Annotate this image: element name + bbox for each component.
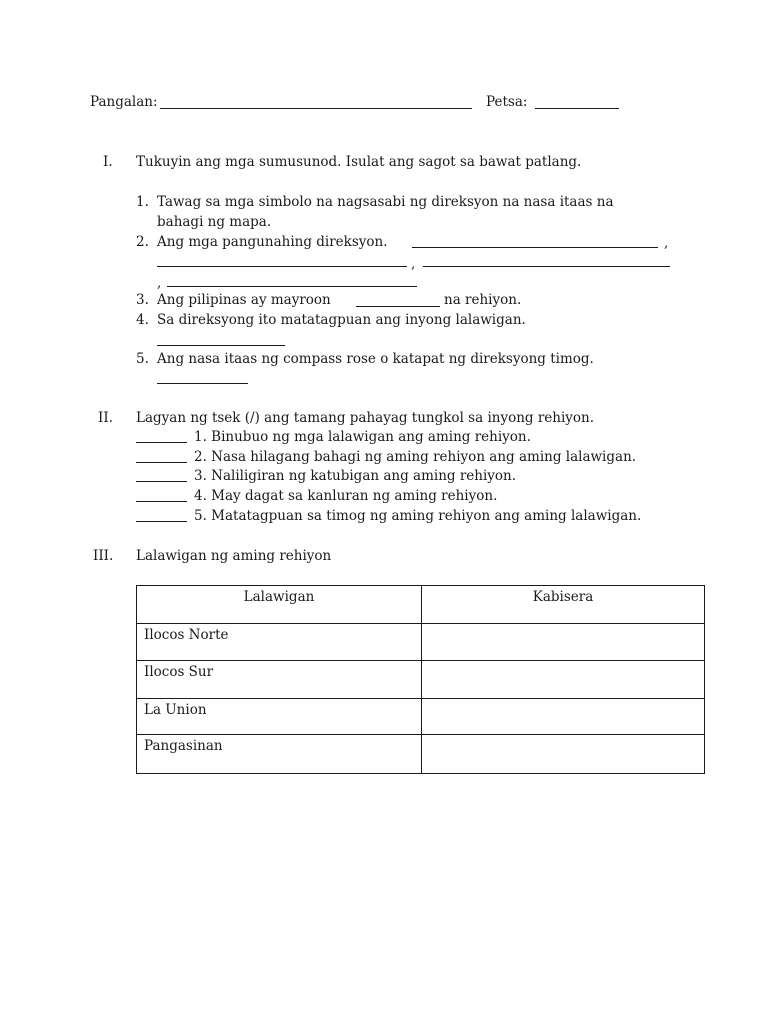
date-field[interactable] (535, 108, 619, 109)
statement-text: 3. Naliligiran ng katubigan ang aming rehiyon. (194, 468, 517, 484)
name-field[interactable] (160, 108, 472, 109)
item-number: 4. (136, 312, 149, 328)
date-label: Petsa: (486, 94, 528, 110)
province-cell: Pangasinan (137, 735, 422, 774)
item1-text-line2: bahagi ng mapa. (157, 214, 272, 230)
statement-text: 1. Binubuo ng mga lalawigan ang aming rehiyon. (194, 429, 531, 445)
capital-cell[interactable] (422, 735, 705, 774)
item-number: 5. (136, 351, 149, 367)
name-label: Pangalan: (90, 94, 158, 110)
province-cell: Ilocos Sur (137, 661, 422, 699)
item2-text: Ang mga pangunahing direksyon. (157, 234, 388, 250)
item-number: 2. (136, 234, 149, 250)
answer-blank[interactable] (157, 266, 407, 267)
capital-cell[interactable] (422, 624, 705, 661)
section2-numeral: II. (98, 410, 113, 426)
check-blank[interactable] (136, 501, 187, 502)
comma-separator: , (664, 235, 669, 251)
section1-instruction: Tukuyin ang mga sumusunod. Isulat ang sagot sa bawat patlang. (136, 154, 582, 170)
section1-numeral: I. (103, 154, 113, 170)
table-row (137, 699, 705, 735)
province-capital-table (136, 585, 705, 774)
capital-cell[interactable] (422, 699, 705, 735)
answer-blank[interactable] (412, 247, 658, 248)
answer-blank[interactable] (157, 345, 285, 346)
item4-text: Sa direksyong ito matatagpuan ang inyong lalawigan. (157, 312, 526, 328)
capital-cell[interactable] (422, 661, 705, 699)
section3-numeral: III. (93, 548, 114, 564)
table-row (137, 735, 705, 774)
table-header: Kabisera (422, 586, 705, 624)
table-header: Lalawigan (137, 586, 422, 624)
check-blank[interactable] (136, 521, 187, 522)
comma-separator: , (157, 275, 162, 291)
province-cell: La Union (137, 699, 422, 735)
item3-text-before: Ang pilipinas ay mayroon (157, 292, 331, 308)
check-blank[interactable] (136, 442, 187, 443)
statement-text: 5. Matatagpuan sa timog ng aming rehiyon ang aming lalawigan. (194, 508, 642, 524)
item-number: 3. (136, 292, 149, 308)
province-cell: Ilocos Norte (137, 624, 422, 661)
table-row (137, 661, 705, 699)
item5-text: Ang nasa itaas ng compass rose o katapat ng direksyong timog. (157, 351, 594, 367)
answer-blank[interactable] (356, 306, 440, 307)
answer-blank[interactable] (423, 266, 670, 267)
item-number: 1. (136, 194, 149, 210)
check-blank[interactable] (136, 481, 187, 482)
comma-separator: , (411, 256, 416, 272)
statement-text: 2. Nasa hilagang bahagi ng aming rehiyon ang aming lalawigan. (194, 449, 637, 465)
section2-instruction: Lagyan ng tsek (/) ang tamang pahayag tungkol sa inyong rehiyon. (136, 410, 595, 426)
statement-text: 4. May dagat sa kanluran ng aming rehiyon. (194, 488, 498, 504)
answer-blank[interactable] (157, 383, 248, 384)
check-blank[interactable] (136, 462, 187, 463)
table-header-row (137, 586, 705, 624)
item1-text-line1: Tawag sa mga simbolo na nagsasabi ng direksyon na nasa itaas na (157, 194, 614, 210)
item3-text-after: na rehiyon. (444, 292, 522, 308)
table-row (137, 624, 705, 661)
section3-title: Lalawigan ng aming rehiyon (136, 548, 332, 564)
answer-blank[interactable] (167, 286, 417, 287)
